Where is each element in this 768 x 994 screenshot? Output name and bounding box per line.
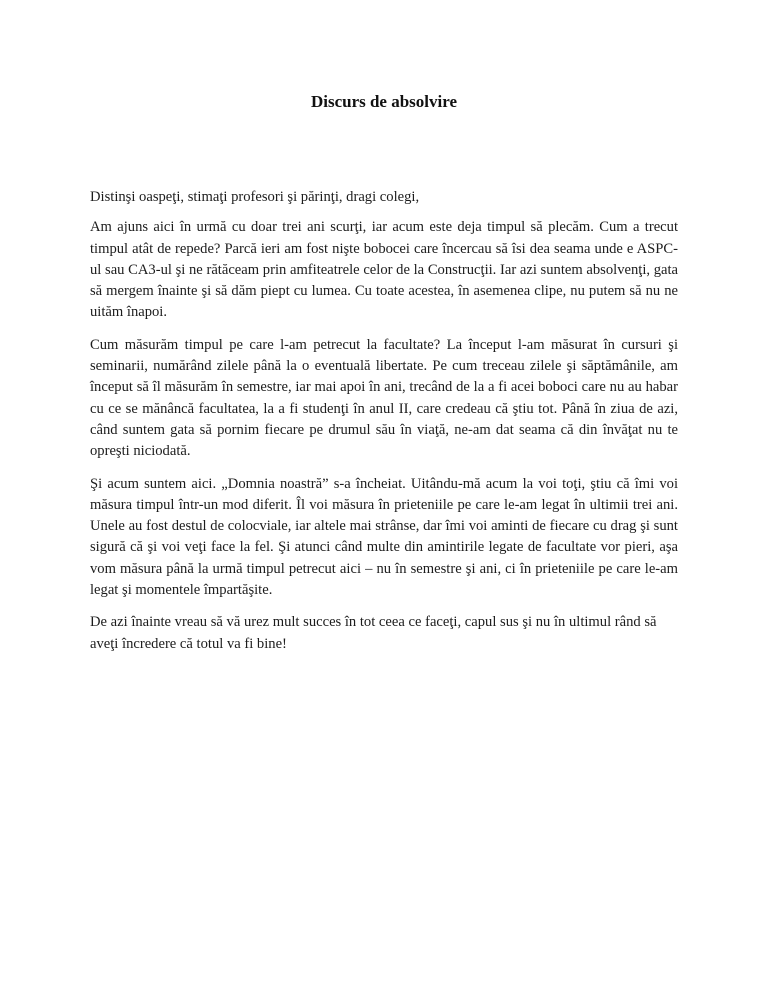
paragraph-4: De azi înainte vreau să vă urez mult succes în tot ceea ce faceţi, capul sus şi nu în ultimul rând să aveţi încredere că totul va fi bine! [90,614,657,652]
document-title: Discurs de absolvire [310,92,458,111]
paragraph-2: Cum măsurăm timpul pe care l-am petrecut la facultate? La început l-am măsurat în cursuri şi seminarii, numărând zilele până la o eventuală libertate. Pe cum treceau zilele şi săptămânile, am început să îl măsurăm în semestre, iar mai apoi în ani, trecând de la a fi acei boboci care nu au habar cu ce se mănâncă facultatea, la a fi studenţi în anul II, care credeau că ştiu tot. Până în ziua de azi, când suntem gata să pornim fiecare pe drumul său în viaţă, ne-am dat seama că din învăţat nu te opreşti niciodată. [90,336,678,460]
greeting-line: Distinşi oaspeţi, stimaţi profesori şi părinţi, dragi colegi, [90,189,420,205]
document-body [90,187,678,666]
paragraph-3: Şi acum suntem aici. „Domnia noastră” s-a încheiat. Uitându-mă acum la voi toţi, ştiu că îmi voi măsura timpul într-un mod diferit. Îl voi măsura în prieteniile pe care le-am legat în ultimii trei ani. Unele au fost destul de colocviale, iar altele mai strânse, dar îmi voi aminti de fiecare cu drag şi sunt sigură că şi voi veţi face la fel. Şi atunci când multe din amintirile legate de facultate vor pieri, aşa vom măsura până la urmă timpul petrecut aici – nu în semestre şi ani, ci în prieteniile pe care le-am legat şi momentele împartăşite. [90,475,678,599]
paragraph-1: Am ajuns aici în urmă cu doar trei ani scurţi, iar acum este deja timpul să plecăm. Cum a trecut timpul atât de repede? Parcă ieri am fost nişte bobocei care încercau să îsi dea seama unde e ASPC-ul sau CA3-ul şi ne rătăceam prin amfiteatrele celor de la Construcţii. Iar azi suntem absolvenţi, gata să mergem înainte şi să dăm piept cu lumea. Cu toate acestea, în asemenea clipe, nu putem să nu ne uităm înapoi. [90,219,678,321]
